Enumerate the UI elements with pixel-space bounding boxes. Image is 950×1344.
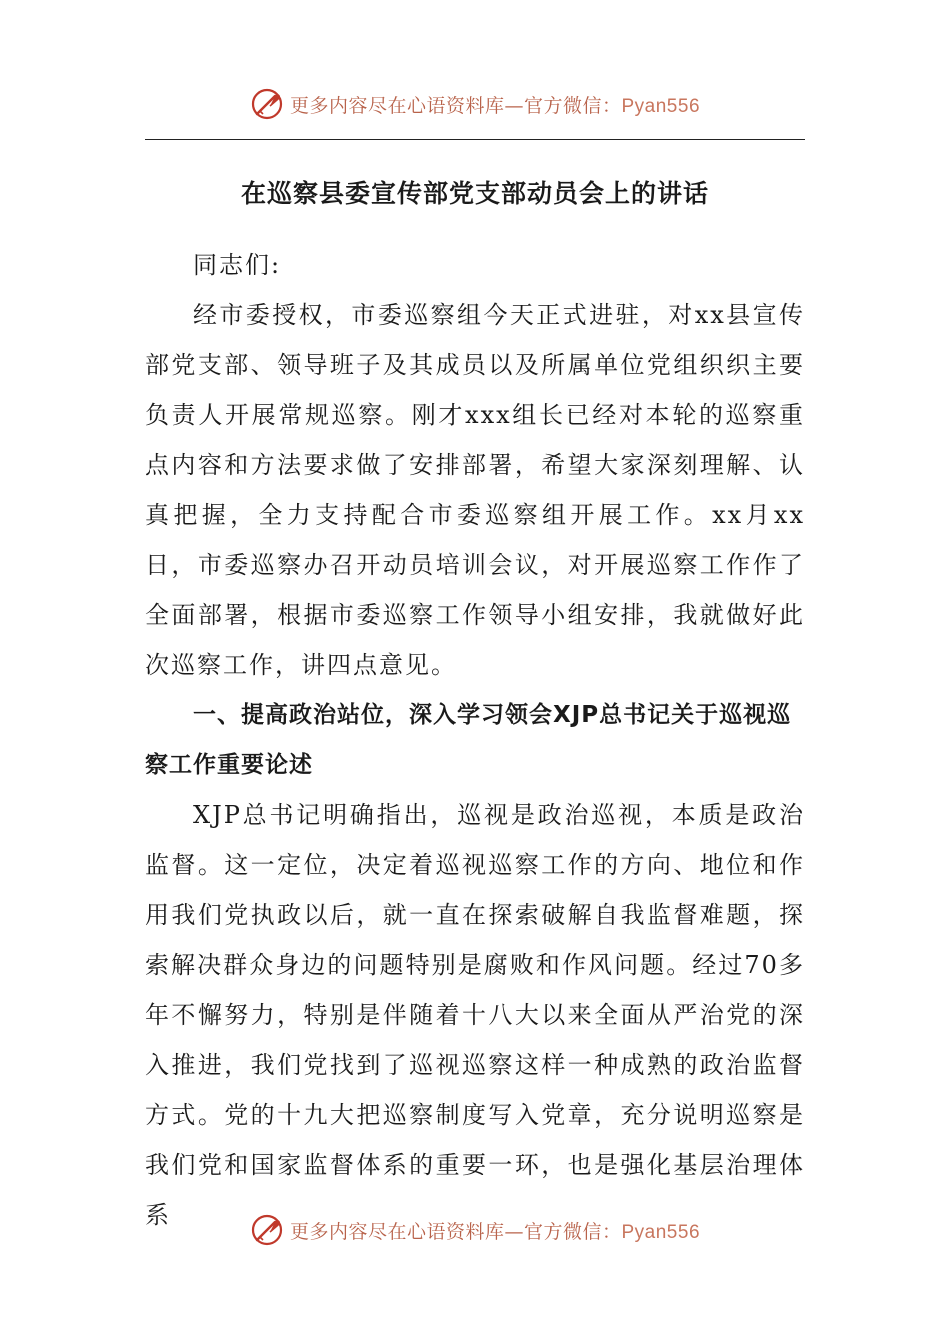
quill-pen-logo-icon: [250, 87, 284, 121]
banner-separator: —: [504, 94, 524, 117]
header-banner: [0, 84, 950, 124]
banner-slogan: 更多内容尽在心语资料库: [289, 94, 505, 117]
salutation: 同志们:: [193, 251, 282, 279]
banner-wechat-id: Pyan556: [621, 1221, 701, 1243]
banner-separator: —: [504, 1220, 524, 1243]
paragraph-2: XJP总书记明确指出，巡视是政治巡视，本质是政治监督。这一定位，决定着巡视巡察工作的方向、地位和作用我们党执政以后，就一直在探索破解自我监督难题，探索解决群众身边的问题特别是腐败和作风问题。经过70多年不懈努力，特别是伴随着十八大以来全面从严治党的深入推进，我们党找到了巡视巡察这样一种成熟的政治监督方式。党的十九大把巡察制度写入党章，充分说明巡察是我们党和国家监督体系的重要一环，也是强化基层治理体系: [145, 801, 805, 1229]
banner-wechat-label: 官方微信：: [523, 1220, 622, 1243]
banner-text: [290, 91, 700, 118]
section-heading-1: 一、提高政治站位，深入学习领会XJP总书记关于巡视巡察工作重要论述: [145, 702, 792, 778]
banner-slogan: 更多内容尽在心语资料库: [289, 1220, 505, 1243]
banner-text: [290, 1217, 700, 1244]
quill-pen-logo-icon: [250, 1213, 284, 1247]
document-body: [145, 168, 805, 1240]
footer-banner: [0, 1210, 950, 1250]
banner-wechat-label: 官方微信：: [523, 94, 622, 117]
paragraph-1: 经市委授权，市委巡察组今天正式进驻，对xx县宣传部党支部、领导班子及其成员以及所属单位党组织织主要负责人开展常规巡察。刚才xxx组长已经对本轮的巡察重点内容和方法要求做了安排部署，希望大家深刻理解、认真把握，全力支持配合市委巡察组开展工作。xx月xx日，市委巡察办召开动员培训会议，对开展巡察工作作了全面部署，根据市委巡察工作领导小组安排，我就做好此次巡察工作，讲四点意见。: [145, 301, 805, 679]
header-divider: [145, 139, 805, 140]
banner-wechat-id: Pyan556: [621, 95, 701, 117]
document-title: 在巡察县委宣传部党支部动员会上的讲话: [240, 179, 709, 208]
